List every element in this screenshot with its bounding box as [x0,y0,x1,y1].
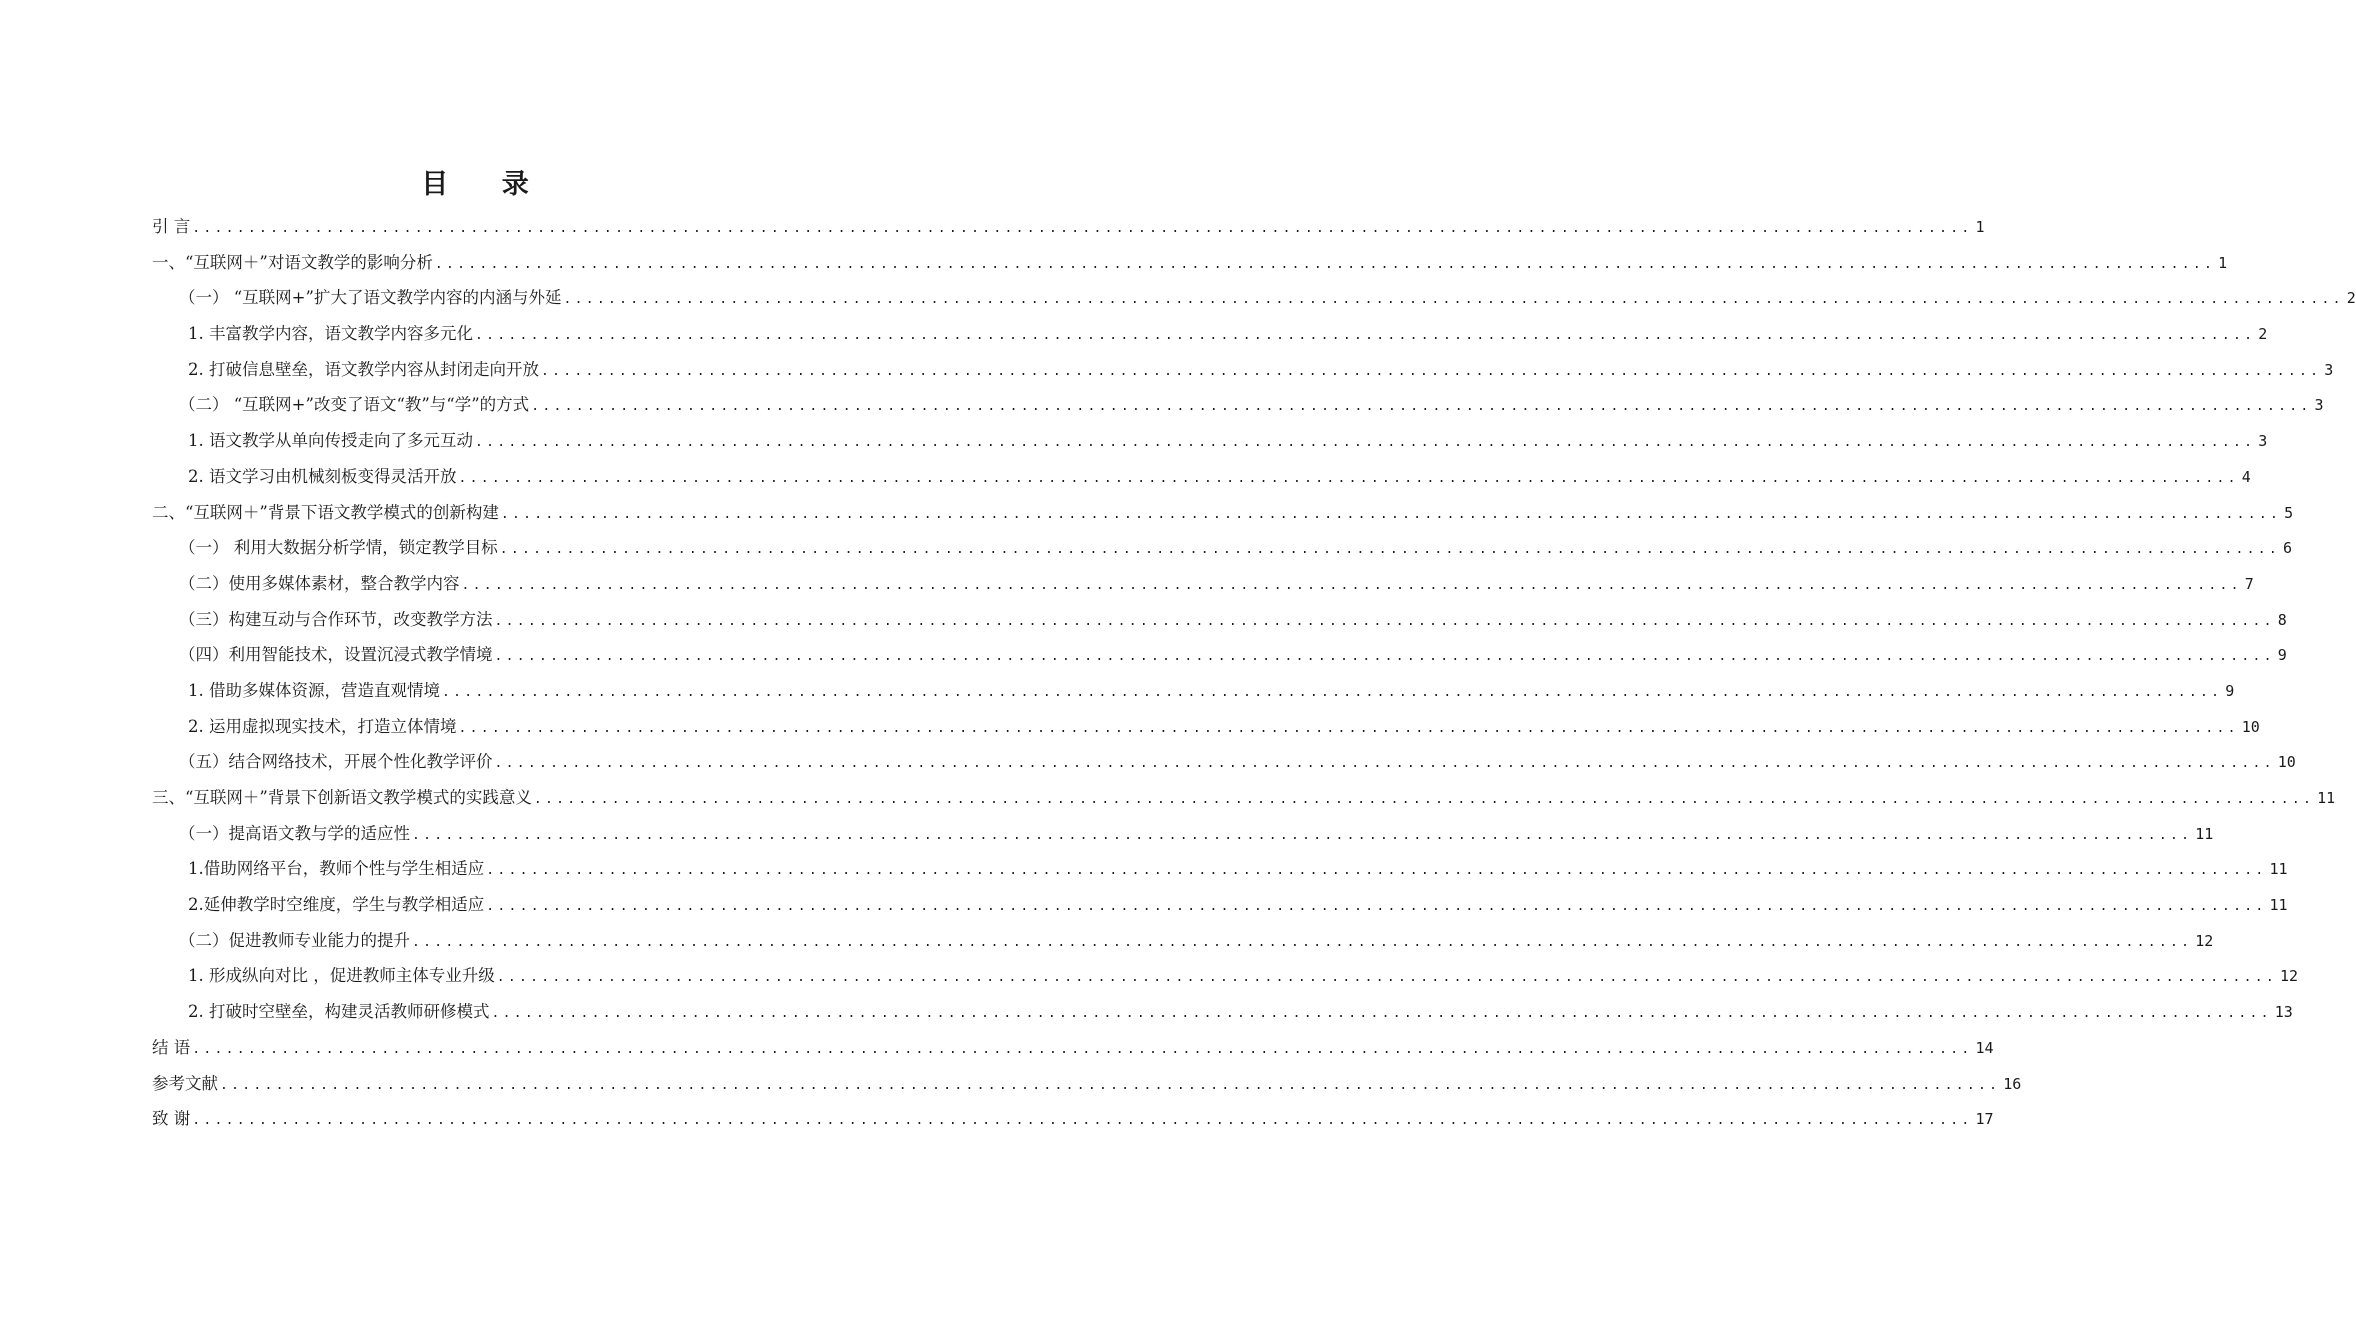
toc-entry[interactable] [152,280,2356,316]
toc-entry-title: 1. 借助多媒体资源，营造直观情境 [188,680,440,700]
dot-leader: ................................................................................................................................................................ [491,1006,2272,1022]
toc-entry-page: 6 [2283,539,2293,558]
dot-leader: ................................................................................................................................................................ [486,899,2267,915]
toc-entry[interactable] [152,1030,1994,1066]
toc-entry-title: 二、“互联网＋”背景下语文教学模式的创新构建 [152,502,499,522]
toc-entry[interactable] [152,780,2336,816]
toc-entry[interactable] [152,816,2214,852]
toc-entry-page: 11 [2195,824,2214,843]
toc-entry[interactable] [152,709,2260,745]
dot-leader: ................................................................................................................................................................ [533,792,2315,807]
toc-entry[interactable] [152,459,2251,495]
toc-entry[interactable] [152,316,2268,352]
toc-entry[interactable] [152,602,2287,638]
toc-entry-page: 12 [2195,931,2214,950]
toc-entry-title: 2. 打破信息壁垒，语文教学内容从封闭走向开放 [188,359,539,379]
toc-entry-page: 10 [2241,717,2260,736]
toc-entry[interactable] [152,495,2294,531]
toc-entry-page: 16 [2003,1074,2022,1093]
dot-leader: ................................................................................................................................................................ [494,649,2275,665]
toc-entry-page: 14 [1975,1038,1994,1057]
toc-entry[interactable] [152,566,2254,602]
toc-entry-title: （一） 利用大数据分析学情，锁定教学目标 [179,538,498,558]
dot-leader: ................................................................................................................................................................ [563,292,2344,308]
toc-entry-title: （二）促进教师专业能力的提升 [179,930,410,950]
toc-entry-title: 1.借助网络平台，教师个性与学生相适应 [188,859,485,879]
dot-leader: ................................................................................................................................................................ [500,506,2282,522]
dot-leader: ................................................................................................................................................................ [494,613,2275,629]
toc-entry-page: 3 [2324,360,2334,379]
page-title: 目 录 [421,169,551,200]
toc-entry[interactable] [152,958,2299,994]
dot-leader: ................................................................................................................................................................ [412,827,2193,843]
dot-leader: ................................................................................................................................................................ [461,577,2242,593]
toc-entry[interactable] [152,245,2228,281]
toc-entry-title: 2.延伸教学时空维度，学生与教学相适应 [188,895,485,915]
toc-entry-title: （三）构建互动与合作环节，改变教学方法 [179,609,493,629]
dot-leader: ................................................................................................................................................................ [475,328,2256,344]
dot-leader: ................................................................................................................................................................ [458,470,2239,486]
dot-leader: ................................................................................................................................................................ [531,399,2312,415]
toc-entry-page: 17 [1975,1110,1994,1129]
toc-entry[interactable] [152,387,2324,423]
toc-entry-page: 12 [2280,967,2299,986]
toc-entry-page: 7 [2244,574,2254,593]
dot-leader: ................................................................................................................................................................ [494,756,2275,772]
toc-entry-page: 9 [2225,681,2235,700]
toc-entry-page: 8 [2277,610,2287,629]
dot-leader: ................................................................................................................................................................ [434,256,2216,272]
table-of-contents [152,209,2356,1137]
toc-entry[interactable] [152,1101,1994,1137]
toc-entry-title: 2. 打破时空壁垒，构建灵活教师研修模式 [188,1002,490,1022]
toc-entry-title: 引 言 [152,217,191,236]
dot-leader: ................................................................................................................................................................ [458,720,2239,736]
toc-entry[interactable] [152,851,2288,887]
dot-leader: ................................................................................................................................................................ [486,863,2267,879]
toc-entry[interactable] [152,744,2296,780]
dot-leader: ................................................................................................................................................................ [192,1041,1973,1057]
toc-entry-title: 一、“互联网＋”对语文教学的影响分析 [152,252,433,272]
toc-entry-page: 3 [2314,396,2324,415]
toc-entry[interactable] [152,209,1985,245]
toc-entry[interactable] [152,530,2293,566]
toc-entry-page: 2 [2346,289,2356,308]
toc-entry-title: （四）利用智能技术，设置沉浸式教学情境 [179,645,493,665]
toc-entry-title: 结 语 [152,1037,191,1057]
toc-entry[interactable] [152,352,2334,388]
toc-entry-page: 9 [2277,646,2287,665]
toc-entry-title: 2. 语文学习由机械刻板变得灵活开放 [188,466,457,486]
toc-entry-page: 1 [1975,218,1985,236]
toc-entry-title: （二） “互联网+”改变了语文“教”与“学”的方式 [179,395,530,415]
toc-entry-title: 1. 语文教学从单向传授走向了多元互动 [188,431,473,451]
toc-entry-title: 三、“互联网＋”背景下创新语文教学模式的实践意义 [152,788,532,807]
toc-entry-title: 1. 形成纵向对比 ，促进教师主体专业升级 [188,966,495,986]
toc-entry-title: （一） “互联网+”扩大了语文教学内容的内涵与外延 [179,288,562,308]
dot-leader: ................................................................................................................................................................ [442,684,2223,700]
toc-entry-page: 3 [2258,432,2268,451]
toc-entry-page: 11 [2269,896,2288,915]
toc-entry[interactable] [152,1066,2022,1102]
dot-leader: ................................................................................................................................................................ [412,934,2193,950]
toc-entry-title: 1. 丰富教学内容，语文教学内容多元化 [188,324,473,344]
toc-entry[interactable] [152,923,2214,959]
toc-entry[interactable] [152,994,2293,1030]
toc-entry-page: 5 [2284,503,2294,522]
toc-entry-page: 11 [2317,789,2336,807]
toc-entry[interactable] [152,887,2288,923]
dot-leader: ................................................................................................................................................................ [220,1077,2001,1093]
toc-entry-page: 13 [2274,1003,2293,1022]
dot-leader: ................................................................................................................................................................ [499,542,2281,558]
toc-entry[interactable] [152,637,2287,673]
toc-entry-title: （一）提高语文教与学的适应性 [179,823,410,843]
dot-leader: ................................................................................................................................................................ [475,435,2256,451]
dot-leader: ................................................................................................................................................................ [496,970,2277,986]
toc-entry-page: 11 [2269,860,2288,879]
toc-entry-title: （五）结合网络技术，开展个性化教学评价 [179,752,493,772]
toc-entry[interactable] [152,423,2268,459]
toc-entry-page: 1 [2218,253,2228,272]
dot-leader: ................................................................................................................................................................ [192,1113,1973,1129]
toc-entry-page: 2 [2258,325,2268,344]
dot-leader: ................................................................................................................................................................ [541,363,2322,379]
toc-entry-title: （二）使用多媒体素材，整合教学内容 [179,573,460,593]
toc-entry-page: 4 [2241,467,2251,486]
dot-leader: ................................................................................................................................................................ [192,221,1973,236]
toc-entry-title: 2. 运用虚拟现实技术，打造立体情境 [188,716,457,736]
toc-entry-title: 致 谢 [152,1109,191,1129]
toc-entry-page: 10 [2277,753,2296,772]
toc-entry-title: 参考文献 [152,1073,218,1093]
toc-entry[interactable] [152,673,2235,709]
